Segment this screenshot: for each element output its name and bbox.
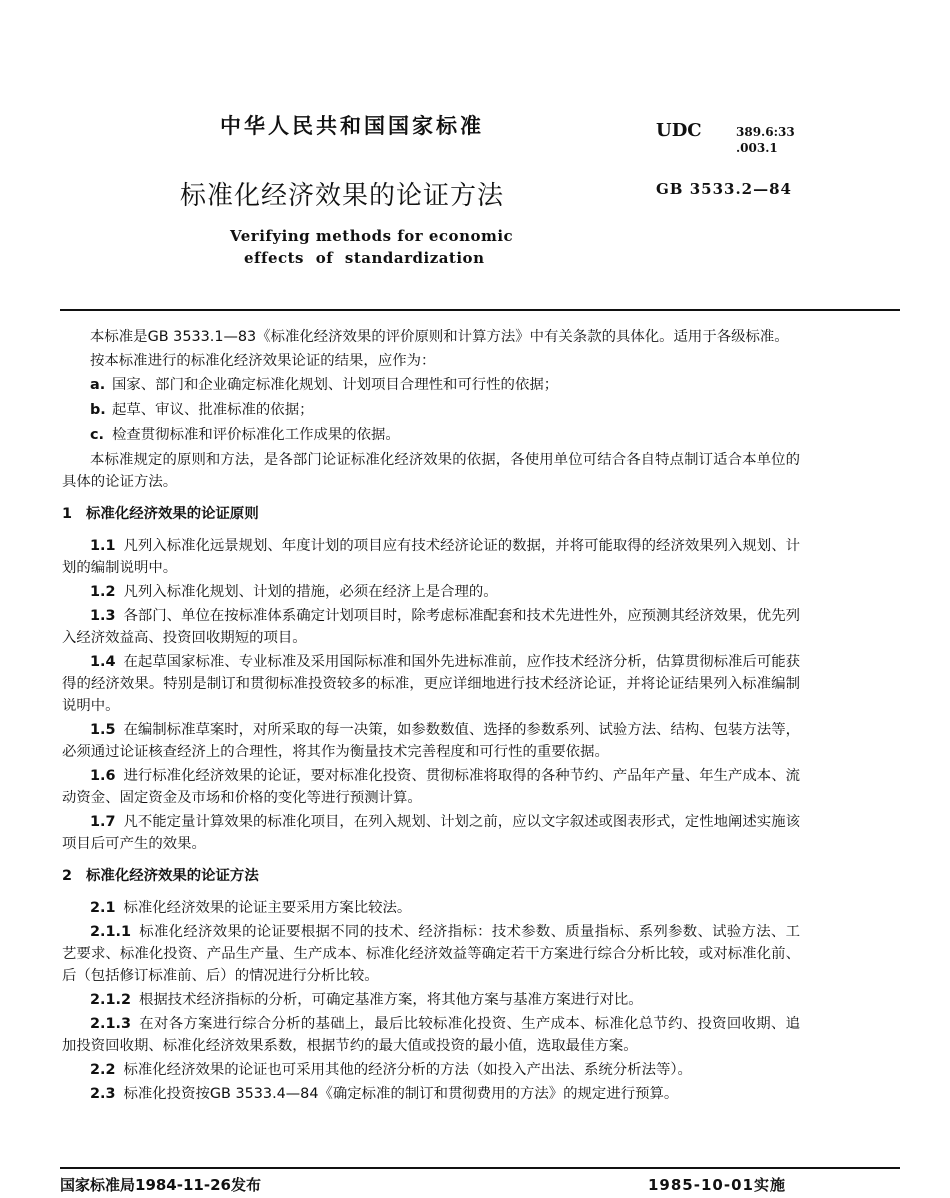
clause-number: 1.3 (90, 608, 116, 624)
clause-text: 各部门、单位在按标准体系确定计划项目时，除考虑标准配套和技术先进性外，应预测其经济效果，优先列入经济效益高、投资回收期短的项目。 (62, 608, 800, 646)
clause-text: 在编制标准草案时，对所采取的每一决策，如参数数值、选择的参数系列、试验方法、结构、包装方法等，必须通过论证核查经济上的合理性，将其作为衡量技术完善程度和可行性的重要依据。 (62, 722, 800, 760)
section-1-heading (62, 503, 800, 525)
clause-number: 2.1.1 (90, 924, 131, 940)
udc-label: UDC (656, 120, 702, 141)
clause-text: 根据技术经济指标的分析，可确定基准方案，将其他方案与基准方案进行对比。 (138, 992, 643, 1008)
clause-text: 在对各方案进行综合分析的基础上，最后比较标准化投资、生产成本、标准化总节约、投资回收期、追加投资回收期、标准化经济效果系数，根据节约的最大值或投资的最小值，选取最佳方案。 (62, 1016, 800, 1054)
gb-standard-number: GB 3533.2—84 (656, 180, 792, 198)
list-item-text: 检查贯彻标准和评价标准化工作成果的依据。 (112, 427, 400, 443)
clause (62, 989, 800, 1011)
clause-text: 凡列入标准化远景规划、年度计划的项目应有技术经济论证的数据，并将可能取得的经济效果列入规划、计划的编制说明中。 (62, 538, 800, 576)
clause (62, 1059, 800, 1081)
intro-paragraph-1: 本标准是GB 3533.1—83《标准化经济效果的评价原则和计算方法》中有关条款的具体化。适用于各级标准。 (90, 329, 789, 345)
clause-text: 凡列入标准化规划、计划的措施，必须在经济上是合理的。 (123, 584, 498, 600)
section-number: 1 (62, 506, 73, 522)
english-title (230, 225, 520, 269)
section-title: 标准化经济效果的论证方法 (86, 868, 259, 884)
document-title: 标准化经济效果的论证方法 (180, 181, 505, 211)
footer-divider (60, 1167, 900, 1169)
clause (62, 651, 800, 717)
clause (62, 535, 800, 579)
clause (62, 605, 800, 649)
list-item-text: 起草、审议、批准标准的依据； (112, 402, 314, 418)
section-title: 标准化经济效果的论证原则 (86, 506, 259, 522)
list-item-tag: a. (90, 377, 106, 393)
clause-number: 1.4 (90, 654, 116, 670)
intro-paragraph-2: 按本标准进行的标准化经济效果论证的结果，应作为： (90, 353, 436, 369)
english-title-line2: effects of standardization (244, 249, 485, 267)
intro-list-item (62, 399, 800, 421)
clause-number: 2.1.3 (90, 1016, 131, 1032)
list-item-tag: c. (90, 427, 104, 443)
clause (62, 765, 800, 809)
section-number: 2 (62, 868, 73, 884)
clause-number: 1.2 (90, 584, 116, 600)
clause (62, 1013, 800, 1057)
section-2-heading (62, 865, 800, 887)
intro-paragraph-3: 本标准规定的原则和方法，是各部门论证标准化经济效果的依据，各使用单位可结合各自特点制订适合本单位的具体的论证方法。 (62, 452, 800, 490)
list-item-text: 国家、部门和企业确定标准化规划、计划项目合理性和可行性的依据； (112, 377, 559, 393)
list-item-tag: b. (90, 402, 106, 418)
intro-list-item (62, 424, 800, 446)
clause (62, 921, 800, 987)
clause-text: 进行标准化经济效果的论证，要对标准化投资、贯彻标准将取得的各种节约、产品年产量、年生产成本、流动资金、固定资金及市场和价格的变化等进行预测计算。 (62, 768, 800, 806)
clause-number: 2.3 (90, 1086, 116, 1102)
clause (62, 811, 800, 855)
clause (62, 897, 800, 919)
clause-number: 2.1.2 (90, 992, 131, 1008)
clause-text: 凡不能定量计算效果的标准化项目，在列入规划、计划之前，应以文字叙述或图表形式，定性地阐述实施该项目后可产生的效果。 (62, 814, 800, 852)
clause-number: 2.1 (90, 900, 116, 916)
clause (62, 581, 800, 603)
effective-date: 1985-10-01实施 (648, 1176, 786, 1194)
udc-code-line1: 389.6:33 (736, 125, 795, 139)
clause (62, 719, 800, 763)
header-divider (60, 309, 900, 311)
clause-number: 2.2 (90, 1062, 116, 1078)
clause (62, 1083, 800, 1105)
clause-text: 标准化投资按GB 3533.4—84《确定标准的制订和贯彻费用的方法》的规定进行预算。 (123, 1086, 679, 1102)
clause-text: 标准化经济效果的论证要根据不同的技术、经济指标：技术参数、质量指标、系列参数、试验方法、工艺要求、标准化投资、产品生产量、生产成本、标准化经济效益等确定若干方案进行综合分析比较，或对标准化前、后（包括修订标准前、后）的情况进行分析比较。 (62, 924, 800, 984)
clause-number: 1.5 (90, 722, 116, 738)
clause-number: 1.7 (90, 814, 116, 830)
intro-list-item (62, 374, 800, 396)
clause-text: 在起草国家标准、专业标准及采用国际标准和国外先进标准前，应作技术经济分析，估算贯彻标准后可能获得的经济效果。特别是制订和贯彻标准投资较多的标准，更应详细地进行技术经济论证，并将论证结果列入标准编制说明中。 (62, 654, 800, 714)
udc-code (736, 124, 795, 156)
clause-text: 标准化经济效果的论证也可采用其他的经济分析的方法（如投入产出法、系统分析法等）。 (123, 1062, 692, 1078)
english-title-line1: Verifying methods for economic (230, 227, 514, 245)
issuing-country-title: 中华人民共和国国家标准 (220, 114, 484, 138)
document-body (62, 326, 800, 1107)
issue-date: 国家标准局1984-11-26发布 (60, 1176, 261, 1194)
clause-number: 1.1 (90, 538, 116, 554)
clause-number: 1.6 (90, 768, 116, 784)
udc-code-line2: .003.1 (736, 141, 778, 155)
clause-text: 标准化经济效果的论证主要采用方案比较法。 (123, 900, 412, 916)
